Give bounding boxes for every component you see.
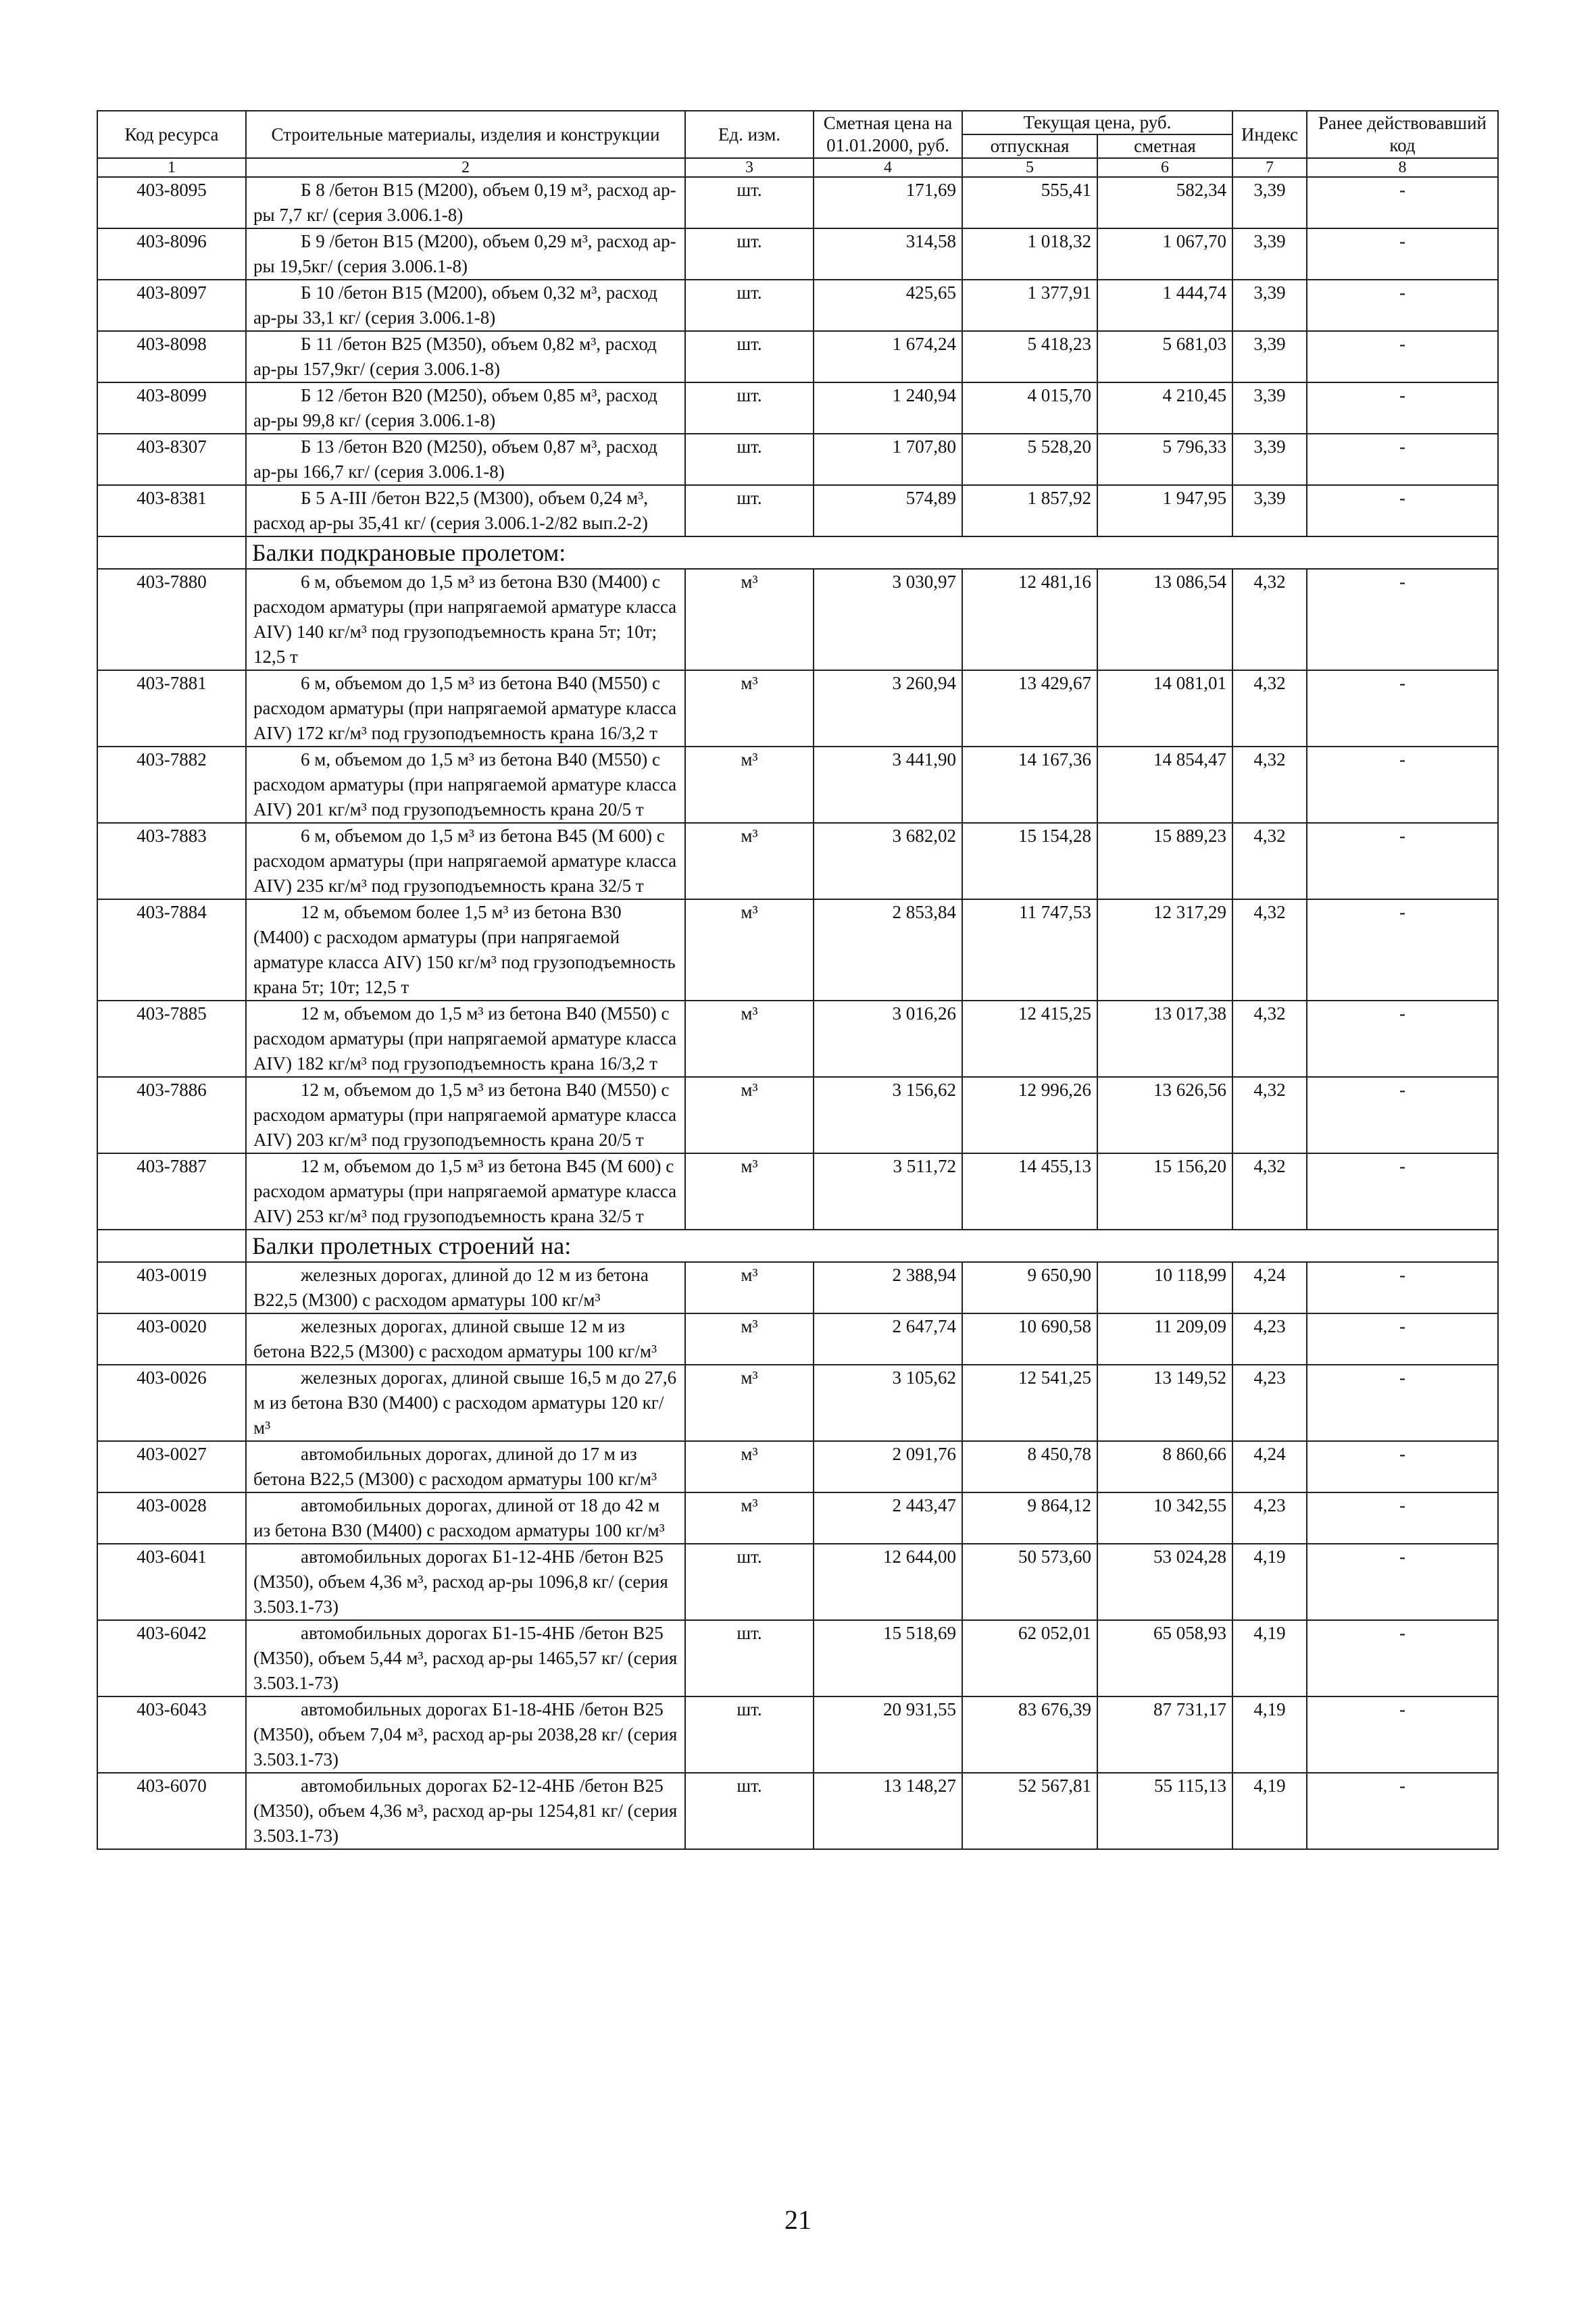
price-index: 3,39 xyxy=(1232,434,1307,485)
unit-of-measure: м³ xyxy=(685,747,814,823)
base-price: 15 518,69 xyxy=(814,1620,962,1696)
column-number: 8 xyxy=(1307,158,1498,177)
estimate-price: 13 626,56 xyxy=(1097,1077,1232,1153)
base-price: 2 388,94 xyxy=(814,1262,962,1313)
previous-code: - xyxy=(1307,747,1498,823)
table-row xyxy=(97,899,1498,1001)
price-index: 4,23 xyxy=(1232,1492,1307,1544)
column-number: 3 xyxy=(685,158,814,177)
price-index: 3,39 xyxy=(1232,177,1307,228)
price-index: 3,39 xyxy=(1232,228,1307,280)
table-row xyxy=(97,1313,1498,1365)
estimate-price: 13 017,38 xyxy=(1097,1001,1232,1077)
previous-code: - xyxy=(1307,1696,1498,1773)
release-price: 62 052,01 xyxy=(962,1620,1097,1696)
base-price: 12 644,00 xyxy=(814,1544,962,1620)
resource-code: 403-7881 xyxy=(97,670,246,747)
material-description: автомобильных дорогах, длиной от 18 до 42 м из бетона В30 (М400) с расходом арматуры 100 кг/м³ xyxy=(246,1492,685,1544)
material-description: Б 9 /бетон В15 (М200), объем 0,29 м³, расход ар-ры 19,5кг/ (серия 3.006.1-8) xyxy=(246,228,685,280)
estimate-price: 11 209,09 xyxy=(1097,1313,1232,1365)
previous-code: - xyxy=(1307,1365,1498,1441)
resource-code: 403-7884 xyxy=(97,899,246,1001)
resource-code: 403-0027 xyxy=(97,1441,246,1492)
estimate-price: 5 681,03 xyxy=(1097,331,1232,382)
unit-of-measure: шт. xyxy=(685,1620,814,1696)
unit-of-measure: шт. xyxy=(685,485,814,536)
base-price: 20 931,55 xyxy=(814,1696,962,1773)
table-row xyxy=(97,434,1498,485)
material-description: 12 м, объемом до 1,5 м³ из бетона В40 (М550) с расходом арматуры (при напрягаемой арматуре класса AIV) 182 кг/м³ под грузоподъемность крана 16/3,2 т xyxy=(246,1001,685,1077)
material-description: 6 м, объемом до 1,5 м³ из бетона В45 (М 600) с расходом арматуры (при напрягаемой арматуре класса AIV) 235 кг/м³ под грузоподъемность крана 32/5 т xyxy=(246,823,685,899)
estimate-price: 10 118,99 xyxy=(1097,1262,1232,1313)
base-price: 3 511,72 xyxy=(814,1153,962,1230)
table-row xyxy=(97,1262,1498,1313)
base-price: 2 443,47 xyxy=(814,1492,962,1544)
release-price: 11 747,53 xyxy=(962,899,1097,1001)
column-number: 6 xyxy=(1097,158,1232,177)
column-number: 4 xyxy=(814,158,962,177)
estimate-price: 13 149,52 xyxy=(1097,1365,1232,1441)
release-price: 14 167,36 xyxy=(962,747,1097,823)
header-estimate-price: сметная xyxy=(1097,134,1232,158)
resource-code: 403-8096 xyxy=(97,228,246,280)
unit-of-measure: шт. xyxy=(685,1696,814,1773)
price-index: 3,39 xyxy=(1232,485,1307,536)
base-price: 574,89 xyxy=(814,485,962,536)
price-index: 4,23 xyxy=(1232,1313,1307,1365)
table-row xyxy=(97,1441,1498,1492)
previous-code: - xyxy=(1307,569,1498,670)
table-row xyxy=(97,280,1498,331)
unit-of-measure: шт. xyxy=(685,1773,814,1849)
release-price: 4 015,70 xyxy=(962,382,1097,434)
material-description: Б 8 /бетон В15 (М200), объем 0,19 м³, расход ар-ры 7,7 кг/ (серия 3.006.1-8) xyxy=(246,177,685,228)
release-price: 12 481,16 xyxy=(962,569,1097,670)
previous-code: - xyxy=(1307,1544,1498,1620)
material-description: Б 13 /бетон В20 (М250), объем 0,87 м³, расход ар-ры 166,7 кг/ (серия 3.006.1-8) xyxy=(246,434,685,485)
material-description: 6 м, объемом до 1,5 м³ из бетона В40 (М550) с расходом арматуры (при напрягаемой арматуре класса AIV) 201 кг/м³ под грузоподъемность крана 20/5 т xyxy=(246,747,685,823)
resource-code: 403-7885 xyxy=(97,1001,246,1077)
material-description: 12 м, объемом до 1,5 м³ из бетона В45 (М 600) с расходом арматуры (при напрягаемой арматуре класса AIV) 253 кг/м³ под грузоподъемность крана 32/5 т xyxy=(246,1153,685,1230)
release-price: 83 676,39 xyxy=(962,1696,1097,1773)
section-span-beams xyxy=(97,1230,1498,1262)
previous-code: - xyxy=(1307,1492,1498,1544)
table-header-row xyxy=(97,111,1498,134)
release-price: 1 377,91 xyxy=(962,280,1097,331)
material-description: 6 м, объемом до 1,5 м³ из бетона В30 (М400) с расходом арматуры (при напрягаемой арматуре класса AIV) 140 кг/м³ под грузоподъемность крана 5т; 10т; 12,5 т xyxy=(246,569,685,670)
page-number: 21 xyxy=(784,2205,812,2235)
resource-code: 403-0019 xyxy=(97,1262,246,1313)
price-index: 4,32 xyxy=(1232,823,1307,899)
release-price: 13 429,67 xyxy=(962,670,1097,747)
table-row xyxy=(97,1365,1498,1441)
base-price: 314,58 xyxy=(814,228,962,280)
unit-of-measure: м³ xyxy=(685,1313,814,1365)
previous-code: - xyxy=(1307,670,1498,747)
table-row xyxy=(97,1544,1498,1620)
base-price: 3 105,62 xyxy=(814,1365,962,1441)
table-row xyxy=(97,1773,1498,1849)
material-description: 12 м, объемом более 1,5 м³ из бетона В30 (М400) с расходом арматуры (при напрягаемой арматуре класса AIV) 150 кг/м³ под грузоподъемность крана 5т; 10т; 12,5 т xyxy=(246,899,685,1001)
header-index: Индекс xyxy=(1232,111,1307,158)
base-price: 425,65 xyxy=(814,280,962,331)
unit-of-measure: шт. xyxy=(685,382,814,434)
unit-of-measure: шт. xyxy=(685,228,814,280)
estimate-price: 10 342,55 xyxy=(1097,1492,1232,1544)
resource-code: 403-8099 xyxy=(97,382,246,434)
section-title-crane-beams: Балки подкрановые пролетом: xyxy=(246,536,1498,569)
base-price: 13 148,27 xyxy=(814,1773,962,1849)
previous-code: - xyxy=(1307,280,1498,331)
section-title-span-beams: Балки пролетных строений на: xyxy=(246,1230,1498,1262)
resource-code: 403-8381 xyxy=(97,485,246,536)
unit-of-measure: м³ xyxy=(685,670,814,747)
resource-code: 403-7887 xyxy=(97,1153,246,1230)
price-index: 4,32 xyxy=(1232,1001,1307,1077)
price-index: 4,23 xyxy=(1232,1365,1307,1441)
price-index: 4,19 xyxy=(1232,1620,1307,1696)
table-row xyxy=(97,485,1498,536)
unit-of-measure: шт. xyxy=(685,331,814,382)
unit-of-measure: шт. xyxy=(685,434,814,485)
section-row xyxy=(97,536,1498,569)
base-price: 1 674,24 xyxy=(814,331,962,382)
header-unit: Ед. изм. xyxy=(685,111,814,158)
material-description: Б 10 /бетон В15 (М200), объем 0,32 м³, расход ар-ры 33,1 кг/ (серия 3.006.1-8) xyxy=(246,280,685,331)
price-index: 4,24 xyxy=(1232,1441,1307,1492)
table-row xyxy=(97,1492,1498,1544)
column-number: 7 xyxy=(1232,158,1307,177)
header-code: Код ресурса xyxy=(97,111,246,158)
previous-code: - xyxy=(1307,1262,1498,1313)
table-row xyxy=(97,228,1498,280)
resource-code: 403-0028 xyxy=(97,1492,246,1544)
base-price: 3 441,90 xyxy=(814,747,962,823)
section-crane-beams xyxy=(97,536,1498,569)
previous-code: - xyxy=(1307,823,1498,899)
table-row xyxy=(97,1620,1498,1696)
resource-code: 403-8097 xyxy=(97,280,246,331)
base-price: 2 647,74 xyxy=(814,1313,962,1365)
table-row xyxy=(97,569,1498,670)
price-index: 4,19 xyxy=(1232,1773,1307,1849)
previous-code: - xyxy=(1307,899,1498,1001)
material-description: 12 м, объемом до 1,5 м³ из бетона В40 (М550) с расходом арматуры (при напрягаемой арматуре класса AIV) 203 кг/м³ под грузоподъемность крана 20/5 т xyxy=(246,1077,685,1153)
price-index: 4,32 xyxy=(1232,1077,1307,1153)
unit-of-measure: м³ xyxy=(685,899,814,1001)
price-index: 4,32 xyxy=(1232,747,1307,823)
table-row xyxy=(97,177,1498,228)
previous-code: - xyxy=(1307,331,1498,382)
price-index: 4,19 xyxy=(1232,1696,1307,1773)
column-number: 2 xyxy=(246,158,685,177)
material-description: Б 5 А-III /бетон В22,5 (М300), объем 0,24 м³, расход ар-ры 35,41 кг/ (серия 3.006.1-2/82 вып.2-2) xyxy=(246,485,685,536)
table-row xyxy=(97,382,1498,434)
resource-code: 403-7880 xyxy=(97,569,246,670)
previous-code: - xyxy=(1307,485,1498,536)
group-crane-beams xyxy=(97,569,1498,1230)
unit-of-measure: м³ xyxy=(685,823,814,899)
resource-code: 403-6070 xyxy=(97,1773,246,1849)
release-price: 15 154,28 xyxy=(962,823,1097,899)
table-row xyxy=(97,1696,1498,1773)
header-current-price: Текущая цена, руб. xyxy=(962,111,1232,134)
unit-of-measure: м³ xyxy=(685,1001,814,1077)
base-price: 2 853,84 xyxy=(814,899,962,1001)
estimate-price: 12 317,29 xyxy=(1097,899,1232,1001)
estimate-price: 15 156,20 xyxy=(1097,1153,1232,1230)
column-number: 1 xyxy=(97,158,246,177)
base-price: 3 682,02 xyxy=(814,823,962,899)
previous-code: - xyxy=(1307,177,1498,228)
header-release-price: отпускная xyxy=(962,134,1097,158)
material-description: железных дорогах, длиной свыше 12 м из бетона В22,5 (М300) с расходом арматуры 100 кг/м³ xyxy=(246,1313,685,1365)
material-description: автомобильных дорогах Б1-18-4НБ /бетон В25 (М350), объем 7,04 м³, расход ар-ры 2038,28 кг/ (серия 3.503.1-73) xyxy=(246,1696,685,1773)
estimate-price: 55 115,13 xyxy=(1097,1773,1232,1849)
estimate-price: 8 860,66 xyxy=(1097,1441,1232,1492)
material-description: автомобильных дорогах Б2-12-4НБ /бетон В25 (М350), объем 4,36 м³, расход ар-ры 1254,81 кг/ (серия 3.503.1-73) xyxy=(246,1773,685,1849)
estimate-price: 582,34 xyxy=(1097,177,1232,228)
base-price: 3 030,97 xyxy=(814,569,962,670)
release-price: 1 857,92 xyxy=(962,485,1097,536)
resource-code: 403-8095 xyxy=(97,177,246,228)
unit-of-measure: м³ xyxy=(685,1153,814,1230)
material-description: автомобильных дорогах Б1-12-4НБ /бетон В25 (М350), объем 4,36 м³, расход ар-ры 1096,8 кг/ (серия 3.503.1-73) xyxy=(246,1544,685,1620)
release-price: 14 455,13 xyxy=(962,1153,1097,1230)
table-row xyxy=(97,1077,1498,1153)
release-price: 12 415,25 xyxy=(962,1001,1097,1077)
material-description: 6 м, объемом до 1,5 м³ из бетона В40 (М550) с расходом арматуры (при напрягаемой арматуре класса AIV) 172 кг/м³ под грузоподъемность крана 16/3,2 т xyxy=(246,670,685,747)
resource-code: 403-0026 xyxy=(97,1365,246,1441)
release-price: 555,41 xyxy=(962,177,1097,228)
previous-code: - xyxy=(1307,1077,1498,1153)
material-description: железных дорогах, длиной до 12 м из бетона В22,5 (М300) с расходом арматуры 100 кг/м³ xyxy=(246,1262,685,1313)
table-row xyxy=(97,747,1498,823)
table-row xyxy=(97,331,1498,382)
estimate-price: 87 731,17 xyxy=(1097,1696,1232,1773)
price-index: 4,32 xyxy=(1232,1153,1307,1230)
resource-code: 403-0020 xyxy=(97,1313,246,1365)
release-price: 10 690,58 xyxy=(962,1313,1097,1365)
previous-code: - xyxy=(1307,1620,1498,1696)
estimate-price: 15 889,23 xyxy=(1097,823,1232,899)
unit-of-measure: шт. xyxy=(685,177,814,228)
table-row xyxy=(97,823,1498,899)
header-base-price: Сметная цена на 01.01.2000, руб. xyxy=(814,111,962,158)
resource-code: 403-6043 xyxy=(97,1696,246,1773)
group-beams-b xyxy=(97,177,1498,536)
resource-code: 403-7883 xyxy=(97,823,246,899)
resource-code: 403-7886 xyxy=(97,1077,246,1153)
column-numbers-row xyxy=(97,158,1498,177)
release-price: 9 650,90 xyxy=(962,1262,1097,1313)
price-index: 4,19 xyxy=(1232,1544,1307,1620)
previous-code: - xyxy=(1307,1153,1498,1230)
resource-code: 403-8307 xyxy=(97,434,246,485)
header-previous-code: Ранее действовавший код xyxy=(1307,111,1498,158)
release-price: 1 018,32 xyxy=(962,228,1097,280)
previous-code: - xyxy=(1307,228,1498,280)
table-row xyxy=(97,670,1498,747)
estimate-price: 1 947,95 xyxy=(1097,485,1232,536)
price-table xyxy=(97,110,1499,1850)
price-index: 3,39 xyxy=(1232,331,1307,382)
base-price: 3 260,94 xyxy=(814,670,962,747)
group-span-beams xyxy=(97,1262,1498,1849)
section-row xyxy=(97,1230,1498,1262)
estimate-price: 1 067,70 xyxy=(1097,228,1232,280)
base-price: 3 156,62 xyxy=(814,1077,962,1153)
base-price: 1 707,80 xyxy=(814,434,962,485)
release-price: 5 528,20 xyxy=(962,434,1097,485)
estimate-price: 14 081,01 xyxy=(1097,670,1232,747)
material-description: железных дорогах, длиной свыше 16,5 м до 27,6 м из бетона В30 (М400) с расходом арматуры 120 кг/м³ xyxy=(246,1365,685,1441)
previous-code: - xyxy=(1307,1001,1498,1077)
estimate-price: 5 796,33 xyxy=(1097,434,1232,485)
estimate-price: 1 444,74 xyxy=(1097,280,1232,331)
price-index: 4,32 xyxy=(1232,569,1307,670)
unit-of-measure: м³ xyxy=(685,1365,814,1441)
material-description: автомобильных дорогах, длиной до 17 м из бетона В22,5 (М300) с расходом арматуры 100 кг/м³ xyxy=(246,1441,685,1492)
previous-code: - xyxy=(1307,1313,1498,1365)
previous-code: - xyxy=(1307,1773,1498,1849)
unit-of-measure: м³ xyxy=(685,1077,814,1153)
previous-code: - xyxy=(1307,382,1498,434)
material-description: Б 12 /бетон В20 (М250), объем 0,85 м³, расход ар-ры 99,8 кг/ (серия 3.006.1-8) xyxy=(246,382,685,434)
release-price: 12 996,26 xyxy=(962,1077,1097,1153)
unit-of-measure: м³ xyxy=(685,1441,814,1492)
unit-of-measure: м³ xyxy=(685,569,814,670)
estimate-price: 13 086,54 xyxy=(1097,569,1232,670)
price-index: 4,32 xyxy=(1232,899,1307,1001)
resource-code: 403-7882 xyxy=(97,747,246,823)
price-index: 3,39 xyxy=(1232,382,1307,434)
material-description: Б 11 /бетон В25 (М350), объем 0,82 м³, расход ар-ры 157,9кг/ (серия 3.006.1-8) xyxy=(246,331,685,382)
previous-code: - xyxy=(1307,1441,1498,1492)
resource-code: 403-6041 xyxy=(97,1544,246,1620)
base-price: 171,69 xyxy=(814,177,962,228)
estimate-price: 4 210,45 xyxy=(1097,382,1232,434)
release-price: 50 573,60 xyxy=(962,1544,1097,1620)
release-price: 8 450,78 xyxy=(962,1441,1097,1492)
column-number: 5 xyxy=(962,158,1097,177)
price-index: 3,39 xyxy=(1232,280,1307,331)
release-price: 52 567,81 xyxy=(962,1773,1097,1849)
release-price: 12 541,25 xyxy=(962,1365,1097,1441)
base-price: 2 091,76 xyxy=(814,1441,962,1492)
estimate-price: 53 024,28 xyxy=(1097,1544,1232,1620)
price-index: 4,24 xyxy=(1232,1262,1307,1313)
table-row xyxy=(97,1153,1498,1230)
estimate-price: 14 854,47 xyxy=(1097,747,1232,823)
previous-code: - xyxy=(1307,434,1498,485)
resource-code: 403-8098 xyxy=(97,331,246,382)
base-price: 1 240,94 xyxy=(814,382,962,434)
base-price: 3 016,26 xyxy=(814,1001,962,1077)
material-description: автомобильных дорогах Б1-15-4НБ /бетон В25 (М350), объем 5,44 м³, расход ар-ры 1465,57 кг/ (серия 3.503.1-73) xyxy=(246,1620,685,1696)
resource-code: 403-6042 xyxy=(97,1620,246,1696)
unit-of-measure: шт. xyxy=(685,1544,814,1620)
unit-of-measure: м³ xyxy=(685,1262,814,1313)
price-index: 4,32 xyxy=(1232,670,1307,747)
table-row xyxy=(97,1001,1498,1077)
unit-of-measure: м³ xyxy=(685,1492,814,1544)
estimate-price: 65 058,93 xyxy=(1097,1620,1232,1696)
price-table-page xyxy=(97,110,1497,1850)
unit-of-measure: шт. xyxy=(685,280,814,331)
header-description: Строительные материалы, изделия и конструкции xyxy=(246,111,685,158)
release-price: 5 418,23 xyxy=(962,331,1097,382)
release-price: 9 864,12 xyxy=(962,1492,1097,1544)
